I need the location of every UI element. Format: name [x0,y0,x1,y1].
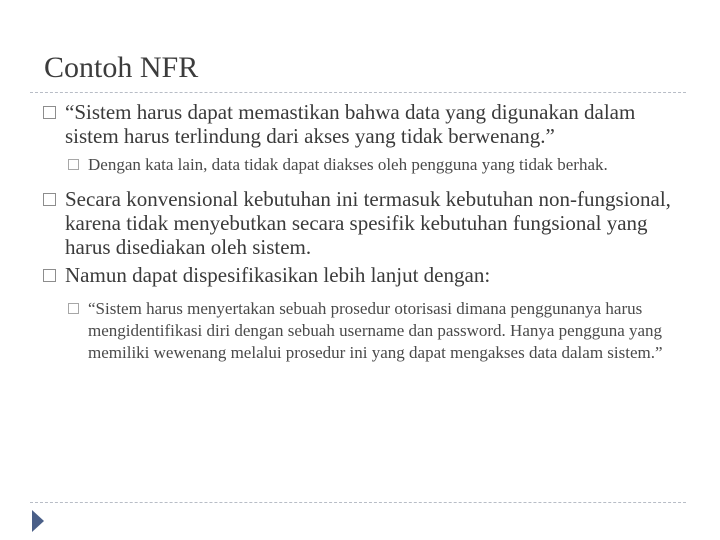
bullet-item [40,263,680,287]
bullet-text: Secara konvensional kebutuhan ini termasuk kebutuhan non-fungsional, karena tidak menyebutkan secara spesifik kebutuhan fungsional yang harus disediakan oleh sistem. [65,187,671,259]
slide-content [40,100,680,364]
bullet-item [40,187,680,259]
square-bullet-icon [68,303,79,314]
bullet-item [40,100,680,148]
sub-bullet-item [40,154,680,176]
slide-title: Contoh NFR [44,51,199,84]
bullet-text: “Sistem harus dapat memastikan bahwa data yang digunakan dalam sistem harus terlindung dari akses yang tidak berwenang.” [65,100,636,148]
square-bullet-icon [43,193,56,206]
square-bullet-icon [43,106,56,119]
bullet-text: Namun dapat dispesifikasikan lebih lanjut dengan: [65,263,491,287]
sub-bullet-item [40,298,680,364]
title-divider [30,92,686,93]
sub-bullet-text: Dengan kata lain, data tidak dapat diakses oleh pengguna yang tidak berhak. [88,155,608,174]
corner-triangle-icon [32,510,44,532]
square-bullet-icon [68,159,79,170]
sub-bullet-text: “Sistem harus menyertakan sebuah prosedur otorisasi dimana penggunanya harus mengidentifikasi diri dengan sebuah username dan password. Hanya pengguna yang memiliki wewenang melalui prosedur ini yang dapat mengakses data dalam sistem.” [88,299,663,362]
square-bullet-icon [43,269,56,282]
footer-divider [30,502,686,503]
